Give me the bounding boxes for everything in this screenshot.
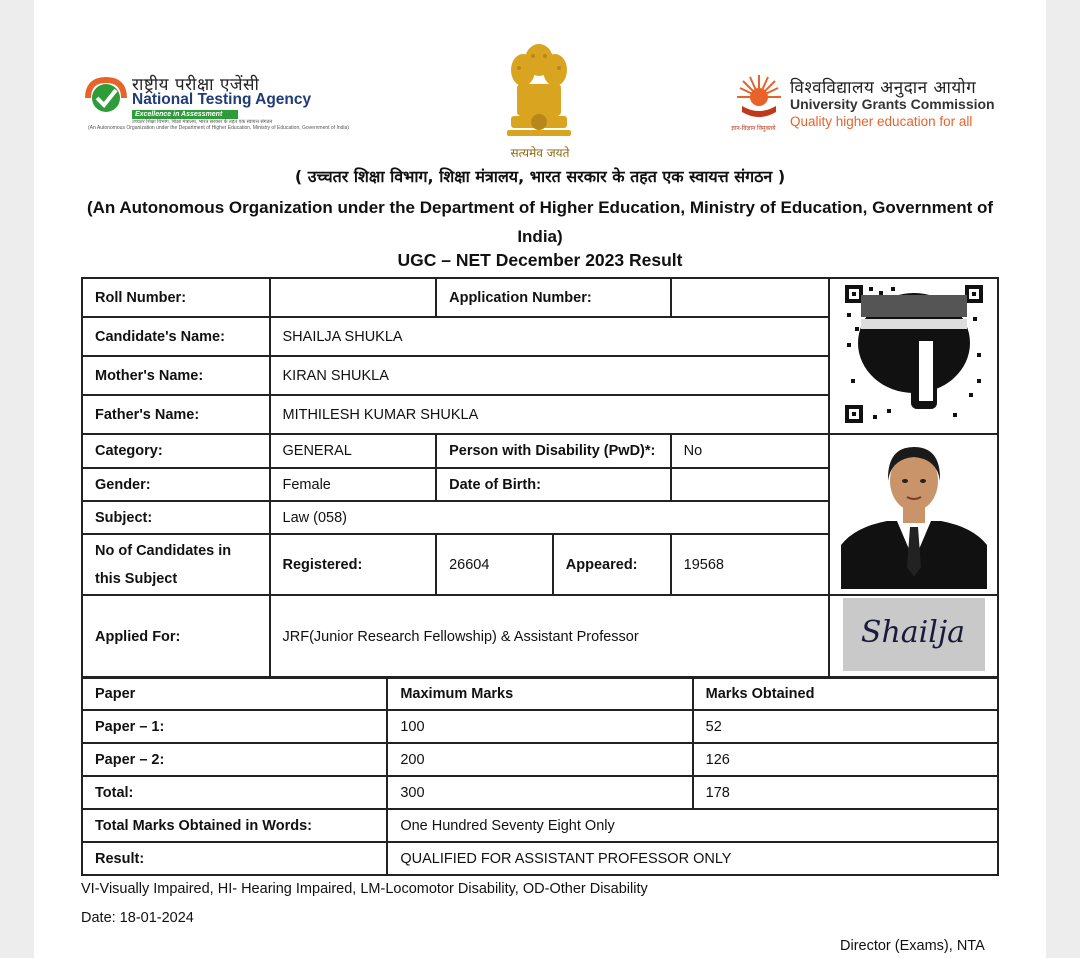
roll-number-label: Roll Number: — [82, 278, 270, 317]
qr-code-icon — [843, 283, 985, 425]
appeared-value: 19568 — [671, 534, 829, 595]
ugc-motto: ज्ञान-विज्ञान विमुक्तये — [731, 126, 776, 132]
paper-1-obtained: 52 — [693, 710, 998, 743]
result-label: Result: — [82, 842, 387, 875]
national-emblem-icon — [501, 40, 577, 144]
candidate-photo-cell — [829, 434, 998, 595]
paper-2-max: 200 — [387, 743, 692, 776]
dob-label: Date of Birth: — [436, 468, 671, 501]
candidate-name-value: SHAILJA SHUKLA — [270, 317, 830, 356]
marks-table — [81, 676, 999, 876]
marks-in-words-value: One Hundred Seventy Eight Only — [387, 809, 998, 842]
paper-header: Paper — [82, 677, 387, 710]
subject-label: Subject: — [82, 501, 270, 534]
total-obtained: 178 — [693, 776, 998, 809]
emblem-motto: सत्यमेव जयते — [510, 146, 570, 160]
application-number-label: Application Number: — [436, 278, 671, 317]
marks-obtained-header: Marks Obtained — [693, 677, 998, 710]
ugc-logo-icon — [734, 72, 784, 122]
father-name-value: MITHILESH KUMAR SHUKLA — [270, 395, 830, 434]
registered-label: Registered: — [270, 534, 437, 595]
father-name-label: Father's Name: — [82, 395, 270, 434]
roll-number-value — [270, 278, 437, 317]
table-row — [82, 842, 998, 875]
result-page — [34, 0, 1046, 958]
result-value: QUALIFIED FOR ASSISTANT PROFESSOR ONLY — [387, 842, 998, 875]
gender-value: Female — [270, 468, 437, 501]
signatory: Director (Exams), NTA — [840, 938, 985, 954]
paper-1-label: Paper – 1: — [82, 710, 387, 743]
ugc-hindi-name: विश्वविद्यालय अनुदान आयोग — [790, 78, 977, 98]
category-value: GENERAL — [270, 434, 437, 468]
mother-name-value: KIRAN SHUKLA — [270, 356, 830, 395]
mother-name-label: Mother's Name: — [82, 356, 270, 395]
qr-code-cell — [829, 278, 998, 434]
disability-legend: VI-Visually Impaired, HI- Hearing Impaired, LM-Locomotor Disability, OD-Other Disability — [81, 881, 648, 897]
result-title: UGC – NET December 2023 Result — [397, 250, 683, 270]
table-row — [82, 809, 998, 842]
table-row — [82, 710, 998, 743]
candidate-info-table — [81, 277, 999, 679]
signature-cell — [829, 595, 998, 678]
nta-logo-icon — [84, 76, 128, 116]
table-header-row — [82, 677, 998, 710]
application-number-value — [671, 278, 829, 317]
ugc-tagline: Quality higher education for all — [790, 114, 973, 129]
paper-2-obtained: 126 — [693, 743, 998, 776]
nta-small-hindi: उच्चतर शिक्षा विभाग, शिक्षा मंत्रालय, भारत सरकार के तहत एक स्वायत्त संगठन — [132, 119, 273, 125]
pwd-value: No — [671, 434, 829, 468]
candidate-count-label: No of Candidates in this Subject — [82, 534, 270, 595]
subject-value: Law (058) — [270, 501, 830, 534]
total-max: 300 — [387, 776, 692, 809]
marks-in-words-label: Total Marks Obtained in Words: — [82, 809, 387, 842]
candidate-name-label: Candidate's Name: — [82, 317, 270, 356]
candidate-photo — [841, 437, 987, 589]
result-date: Date: 18-01-2024 — [81, 910, 194, 926]
applied-for-label: Applied For: — [82, 595, 270, 678]
gender-label: Gender: — [82, 468, 270, 501]
category-label: Category: — [82, 434, 270, 468]
candidate-signature — [841, 596, 987, 673]
applied-for-value: JRF(Junior Research Fellowship) & Assistant Professor — [270, 595, 830, 678]
hindi-org-line: ( उच्चतर शिक्षा विभाग, शिक्षा मंत्रालय, भारत सरकार के तहत एक स्वायत्त संगठन ) — [294, 167, 786, 186]
max-marks-header: Maximum Marks — [387, 677, 692, 710]
paper-1-max: 100 — [387, 710, 692, 743]
nta-tagline: Excellence in Assessment — [132, 110, 238, 119]
table-row — [82, 278, 998, 317]
nta-name: National Testing Agency — [132, 91, 312, 108]
dob-value — [671, 468, 829, 501]
registered-value: 26604 — [436, 534, 553, 595]
total-label: Total: — [82, 776, 387, 809]
nta-hindi-name: राष्ट्रीय परीक्षा एजेंसी — [132, 75, 260, 95]
pwd-label: Person with Disability (PwD)*: — [436, 434, 671, 468]
nta-small-english: (An Autonomous Organization under the Department of Higher Education, Ministry of Education, Government of India) — [88, 125, 349, 131]
signature-text: Shailja — [860, 615, 965, 650]
table-row — [82, 743, 998, 776]
table-row — [82, 434, 998, 468]
paper-2-label: Paper – 2: — [82, 743, 387, 776]
appeared-label: Appeared: — [553, 534, 671, 595]
english-org-line: (An Autonomous Organization under the Department of Higher Education, Ministry of Education, Government of India) — [86, 198, 994, 246]
ugc-name: University Grants Commission — [790, 96, 995, 112]
table-row — [82, 595, 998, 678]
table-row — [82, 776, 998, 809]
